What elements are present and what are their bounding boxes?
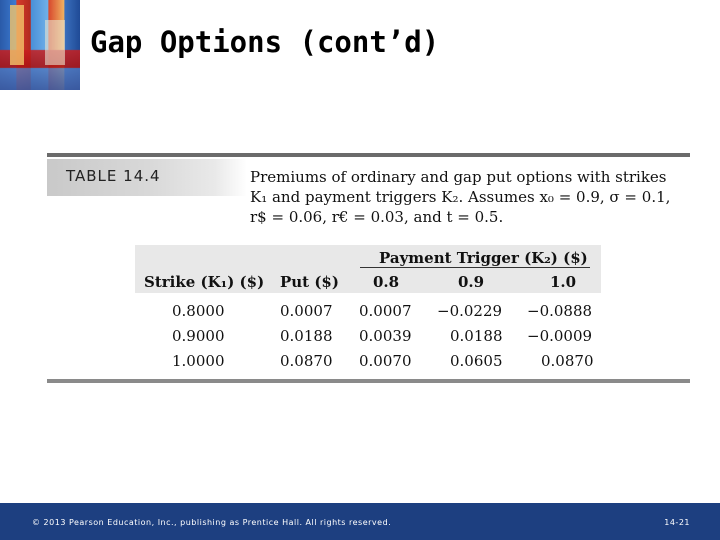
table-cell: 0.0188	[280, 327, 333, 345]
table-bottom-rule	[47, 379, 690, 383]
group-header-rule	[360, 267, 590, 268]
caption-line: r$ = 0.06, r€ = 0.03, and t = 0.5.	[250, 208, 504, 226]
caption-line: K₁ and payment triggers K₂. Assumes x₀ = 0.9, σ = 0.1,	[250, 188, 671, 206]
table-label-fade	[215, 159, 247, 196]
table-cell: 0.0188	[450, 327, 503, 345]
table-cell: 0.0870	[280, 352, 333, 370]
header-decorative-image	[0, 0, 80, 90]
table-cell: 1.0000	[172, 352, 225, 370]
group-header: Payment Trigger (K₂) ($)	[379, 249, 588, 267]
footer-bar	[0, 503, 720, 540]
table-cell: 0.0070	[359, 352, 412, 370]
column-header-trigger-0.8: 0.8	[373, 273, 400, 291]
image-stripe	[10, 5, 24, 65]
table-caption	[250, 167, 690, 227]
column-header-trigger-1.0: 1.0	[550, 273, 577, 291]
page-title: Gap Options (cont’d)	[90, 25, 440, 59]
column-header-put: Put ($)	[280, 273, 339, 291]
image-stripe	[45, 20, 65, 65]
table-cell: −0.0888	[527, 302, 593, 320]
table-figure	[47, 153, 690, 386]
table-cell: −0.0009	[527, 327, 593, 345]
table-cell: 0.0605	[450, 352, 503, 370]
table-label: TABLE 14.4	[66, 167, 161, 185]
table-cell: 0.0870	[541, 352, 594, 370]
table-top-rule	[47, 153, 690, 157]
table-cell: 0.0007	[359, 302, 412, 320]
table-cell: 0.0007	[280, 302, 333, 320]
column-header-strike: Strike (K₁) ($)	[144, 273, 265, 291]
table-cell: 0.8000	[172, 302, 225, 320]
caption-line: Premiums of ordinary and gap put options with strikes	[250, 168, 667, 186]
table-cell: 0.9000	[172, 327, 225, 345]
footer-copyright: © 2013 Pearson Education, Inc., publishing as Prentice Hall. All rights reserved.	[32, 518, 392, 527]
table-cell: −0.0229	[437, 302, 503, 320]
column-header-trigger-0.9: 0.9	[458, 273, 485, 291]
table-cell: 0.0039	[359, 327, 412, 345]
slide-number: 14-21	[664, 518, 690, 527]
